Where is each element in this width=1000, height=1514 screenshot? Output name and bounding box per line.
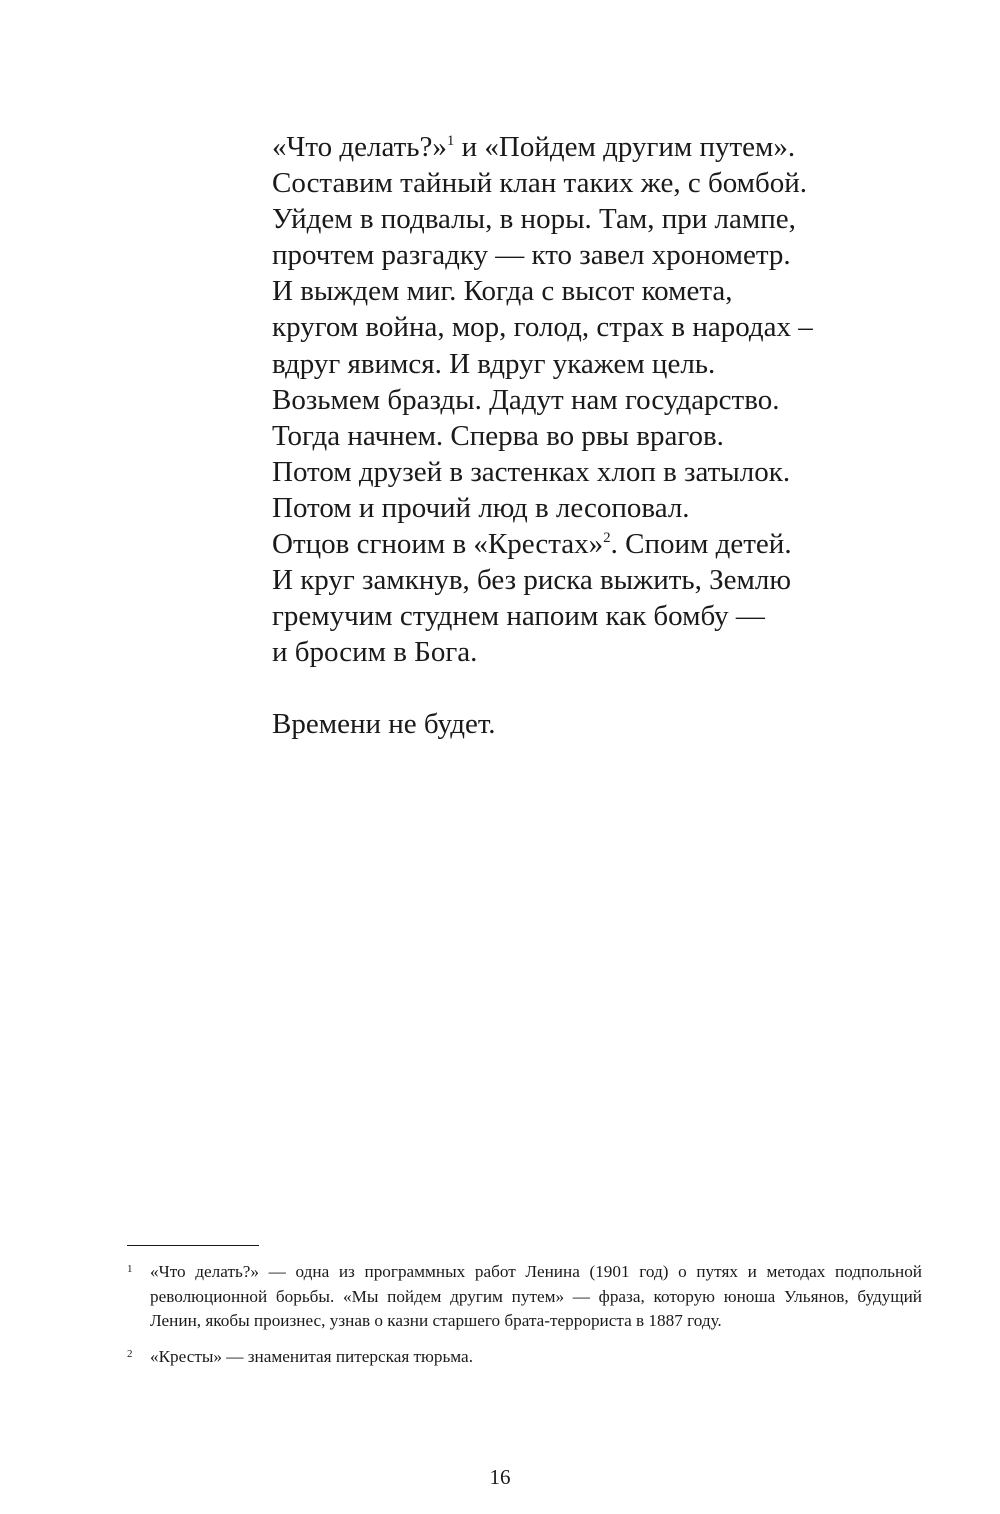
poem-line-text: . Споим детей.	[610, 528, 792, 561]
poem-line	[272, 526, 912, 562]
footnote-divider	[127, 1245, 259, 1246]
poem-line-text: «Что делать?»	[272, 131, 447, 163]
poem-line: Составим тайный клан таких же, с бомбой.	[272, 167, 808, 200]
poem-line: И круг замкнув, без риска выжить, Землю	[272, 564, 792, 597]
poem-line: прочтем разгадку — кто завел хронометр.	[272, 239, 791, 272]
poem-line: гремучим студнем напоим как бомбу —	[272, 600, 765, 633]
stanza-break	[272, 670, 912, 706]
poem-line: И выждем миг. Когда с высот комета,	[272, 275, 733, 308]
poem-stanza-1	[272, 129, 912, 670]
footnote-text: «Что делать?» — одна из программных работ Ленина (1901 год) о путях и методах подпольной революционной борьбы. «Мы пойдем другим путем» — фраза, которую юноша Ульянов, будущий Ленин, якобы произнес, узнав о казни старшего брата-террориста в 1887 году.	[150, 1262, 922, 1330]
poem-line: Потом и прочий люд в лесоповал.	[272, 491, 690, 524]
footnote-number: 2	[127, 1347, 133, 1360]
page-number: 16	[489, 1465, 511, 1489]
poem-line: Времени не будет.	[272, 708, 496, 741]
poem-line: Тогда начнем. Сперва во рвы врагов.	[272, 419, 724, 452]
footnote-text: «Кресты» — знаменитая питерская тюрьма.	[150, 1346, 473, 1366]
poem-stanza-2	[272, 706, 912, 742]
footnote-2	[127, 1345, 922, 1370]
poem-line: кругом война, мор, голод, страх в народах –	[272, 311, 813, 344]
poem	[272, 129, 912, 743]
poem-line: вдруг явимся. И вдруг укажем цель.	[272, 347, 716, 380]
poem-line-text: Отцов сгноим в «Крестах»	[272, 528, 604, 561]
poem-line: и бросим в Бога.	[272, 636, 478, 669]
poem-line: Возьмем бразды. Дадут нам государство.	[272, 383, 780, 416]
footnote-1	[127, 1260, 922, 1334]
footnote-reference: 1	[446, 133, 455, 149]
footnote-number: 1	[127, 1263, 133, 1275]
poem-line: Уйдем в подвалы, в норы. Там, при лампе,	[272, 203, 796, 236]
poem-line	[272, 129, 912, 165]
poem-line-text: и «Пойдем другим путем».	[454, 131, 796, 163]
footnote-reference: 2	[603, 530, 611, 547]
poem-line: Потом друзей в застенках хлоп в затылок.	[272, 455, 791, 488]
footnotes	[127, 1260, 922, 1369]
